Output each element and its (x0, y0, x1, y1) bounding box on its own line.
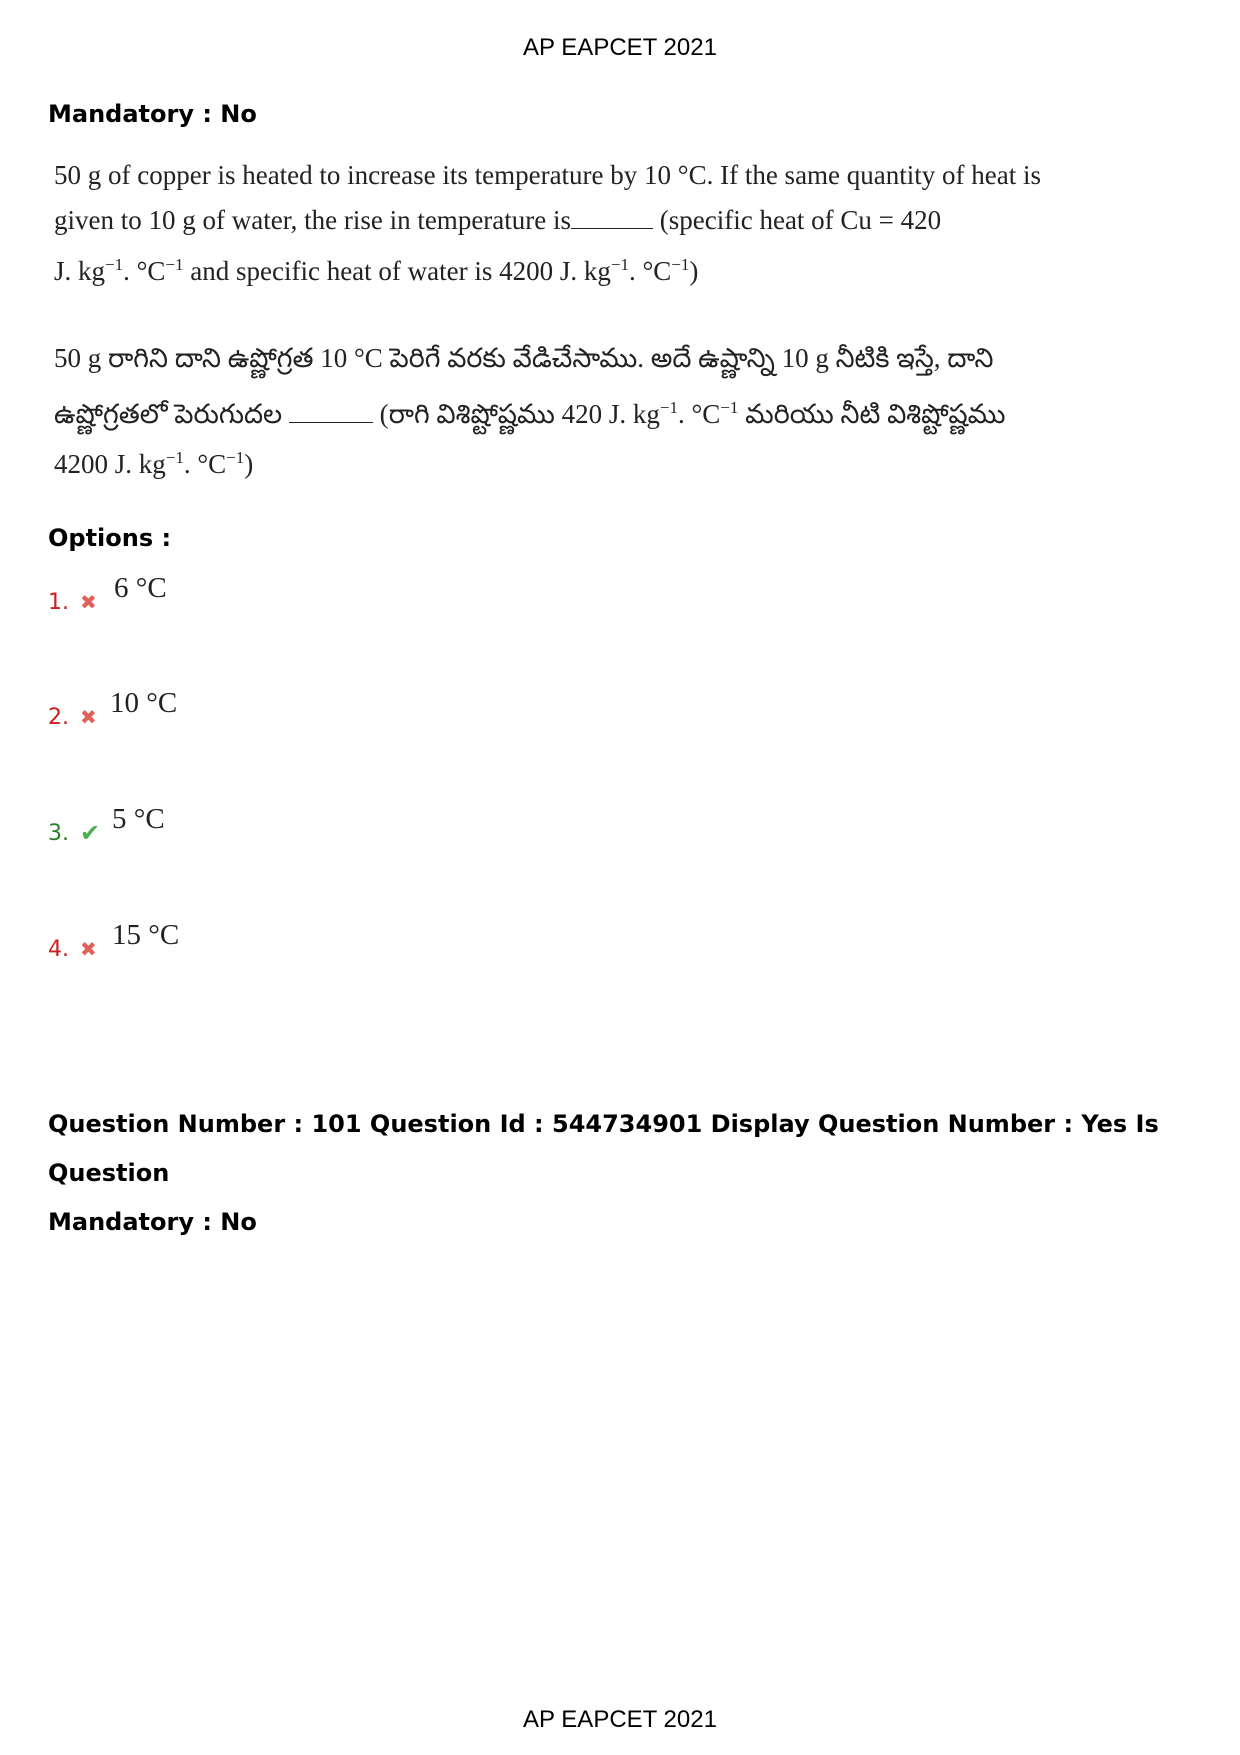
check-icon: ✔ (80, 819, 101, 847)
question-telugu (54, 333, 1006, 483)
unit-text: 4200 J. kg (54, 449, 166, 479)
answer-blank (571, 202, 653, 229)
cross-icon: ✖ (80, 937, 97, 961)
unit-text: and specific heat of water is 4200 J. kg (183, 256, 611, 286)
unit-text: J. kg (54, 256, 106, 286)
cross-icon: ✖ (80, 590, 97, 614)
exponent: −1 (610, 255, 629, 274)
question-metadata-line-2: Mandatory : No (48, 1208, 257, 1236)
option-value: 6 °C (114, 572, 167, 604)
cross-icon: ✖ (80, 705, 97, 729)
question-telugu-line-1: 50 g రాగిని దాని ఉష్ణోగ్రత 10 °C పెరిగే వరకు వేడిచేసాము. అదే ఉష్ణాన్ని 10 g నీటికి ఇస్తే, దాని (54, 343, 994, 373)
exponent: −1 (165, 255, 184, 274)
unit-text: మరియు నీటి విశిష్టోష్ణము (738, 399, 1006, 429)
exponent: −1 (165, 448, 184, 467)
question-english-line-1: 50 g of copper is heated to increase its temperature by 10 °C. If the same quantity of heat is (54, 160, 1041, 190)
option-value: 5 °C (112, 803, 165, 835)
unit-text: (రాగి విశిష్టోష్ణము 420 J. kg (372, 399, 660, 429)
question-telugu-line-3 (54, 433, 1006, 483)
option-value: 15 °C (112, 919, 180, 951)
exponent: −1 (659, 398, 678, 417)
exponent: −1 (720, 398, 739, 417)
question-english-line-3 (54, 242, 1041, 288)
question-english-line-2-start: given to 10 g of water, the rise in temperature is (54, 205, 572, 235)
exponent: −1 (105, 255, 124, 274)
question-metadata-line-1: Question Number : 101 Question Id : 544734901 Display Question Number : Yes Is Question (48, 1110, 1159, 1187)
unit-text: . °C (677, 399, 721, 429)
answer-blank (289, 396, 373, 423)
mandatory-label: Mandatory : No (48, 100, 257, 128)
option-value: 10 °C (110, 687, 178, 719)
page-footer: AP EAPCET 2021 (523, 1706, 717, 1733)
question-english-line-2-end: (specific heat of Cu = 420 (653, 205, 942, 235)
unit-text: ) (689, 256, 699, 286)
option-number: 2. (48, 705, 69, 730)
option-number: 3. (48, 821, 69, 846)
unit-text: ) (244, 449, 254, 479)
question-english (54, 152, 1041, 288)
question-metadata (48, 1100, 1198, 1247)
unit-text: . °C (628, 256, 672, 286)
option-number: 1. (48, 590, 69, 615)
unit-text: . °C (123, 256, 166, 286)
exponent: −1 (671, 255, 690, 274)
question-english-line-2 (54, 198, 1041, 242)
question-telugu-line-2 (54, 383, 1006, 433)
question-telugu-line-2-start: ఉష్ణోగ్రతలో పెరుగుదల (54, 399, 289, 429)
page-header: AP EAPCET 2021 (523, 34, 717, 61)
unit-text: . °C (183, 449, 227, 479)
option-number: 4. (48, 937, 69, 962)
exponent: −1 (226, 448, 245, 467)
options-label: Options : (48, 524, 172, 552)
